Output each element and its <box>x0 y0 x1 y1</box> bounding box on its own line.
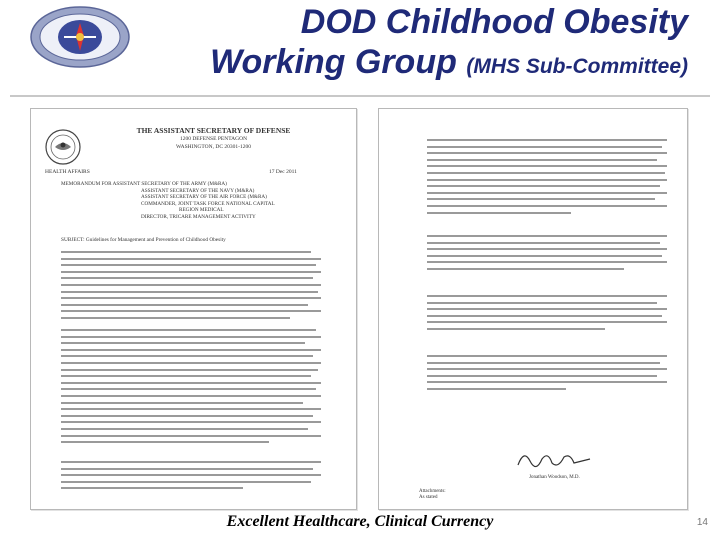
memo-recipients <box>61 181 341 221</box>
title-subcommittee: (MHS Sub-Committee) <box>466 55 688 78</box>
recipient-line: ASSISTANT SECRETARY OF THE AIR FORCE (M&RA) <box>141 194 267 201</box>
slide-title <box>210 2 688 87</box>
memo-subject: SUBJECT: Guidelines for Management and Prevention of Childhood Obesity <box>61 237 226 243</box>
memo-page-1 <box>30 108 357 510</box>
memo-date: 17 Dec 2011 <box>269 169 297 175</box>
memo2-paragraph-4 <box>427 355 667 395</box>
letterhead-org: THE ASSISTANT SECRETARY OF DEFENSE <box>136 126 291 135</box>
page-number: 14 <box>696 517 708 528</box>
recipient-line: DIRECTOR, TRICARE MANAGEMENT ACTIVITY <box>141 213 256 220</box>
recipient-line: MEMORANDUM FOR ASSISTANT SECRETARY OF THE ARMY (M&RA) <box>61 181 227 187</box>
attachments-value: As stated <box>419 495 438 500</box>
memo-body-paragraph-2 <box>61 329 321 448</box>
memo-body-paragraph-3 <box>61 461 321 494</box>
title-line-1: DOD Childhood Obesity <box>300 3 688 41</box>
memo-letterhead <box>101 127 326 151</box>
letterhead-address-2: WASHINGTON, DC 20301-1200 <box>176 144 251 150</box>
memo2-paragraph-2 <box>427 235 667 275</box>
memo-page-2 <box>378 108 688 510</box>
attachments-label: Attachments: <box>419 489 446 494</box>
memo-attachments <box>419 489 446 501</box>
header-divider <box>10 95 710 97</box>
recipient-line: REGION MEDICAL <box>179 207 224 214</box>
memo2-paragraph-1 <box>427 139 667 218</box>
memo-office: HEALTH AFFAIRS <box>45 169 90 175</box>
recipient-line: ASSISTANT SECRETARY OF THE NAVY (M&RA) <box>141 187 255 194</box>
dod-seal-icon <box>45 129 81 165</box>
command-seal-logo <box>30 6 130 68</box>
memo2-paragraph-3 <box>427 295 667 335</box>
memo-body-paragraph-1 <box>61 251 321 324</box>
letterhead-address-1: 1200 DEFENSE PENTAGON <box>179 136 248 142</box>
title-line-2: Working Group <box>210 43 457 81</box>
footer-tagline: Excellent Healthcare, Clinical Currency <box>226 513 494 530</box>
recipient-line: COMMANDER, JOINT TASK FORCE NATIONAL CAPITAL <box>141 200 275 207</box>
signature-image <box>514 447 594 473</box>
signer-name: Jonathan Woodson, M.D. <box>529 475 580 480</box>
